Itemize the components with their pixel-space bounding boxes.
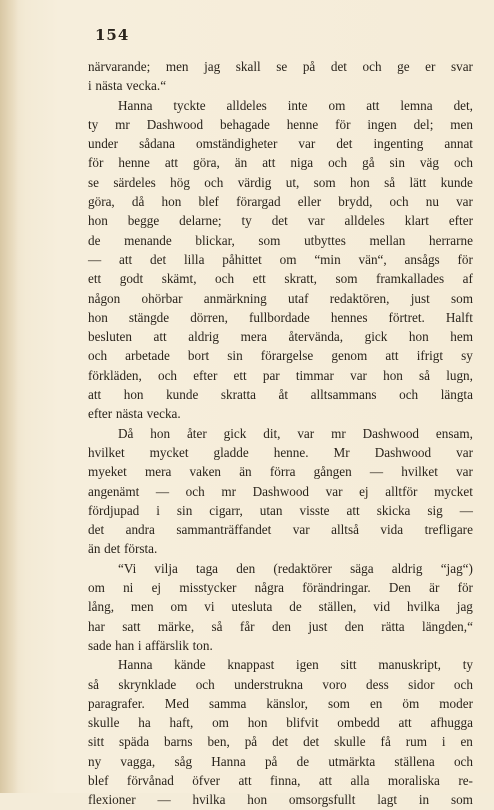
- text-line: för henne att göra, än att niga och gå sin väg och: [88, 155, 473, 171]
- paragraph: [88, 559, 473, 655]
- text-line: om ni ej misstycker några förändringar. Den är för: [88, 580, 473, 596]
- text-line: har satt märke, så får den just den rätta längden,“: [88, 618, 473, 634]
- text-line: och arbetade bort sin förargelse genom att ifrigt sy: [88, 348, 473, 364]
- text-line: ty mr Dashwood behagade henne för ingen del; men: [88, 116, 473, 132]
- text-line: i nästa vecka.“: [88, 78, 167, 94]
- text-line: hon stängde dörren, fullbordade hennes förtret. Halft: [88, 309, 473, 325]
- text-line: det andra sammanträffandet var alltså vida trefligare: [88, 522, 473, 538]
- text-line: — att det lilla påhittet om “min vän“, ansågs för: [88, 251, 473, 267]
- text-line: efter nästa vecka.: [88, 406, 181, 422]
- paragraph: [88, 96, 473, 424]
- text-line: att hon kunde skratta åt alltsammans och längta: [88, 387, 473, 403]
- text-line: se särdeles hög och värdig ut, som hon så lätt kunde: [88, 174, 473, 190]
- text-line: besluten att aldrig mera återvända, gick hon hem: [88, 329, 473, 345]
- text-line: paragrafer. Med samma känslor, som en öm moder: [88, 695, 473, 711]
- text-line: de menande blickar, som utbyttes mellan herrarne: [88, 232, 473, 248]
- paragraph: [88, 57, 473, 96]
- text-line: ett godt skämt, och ett skratt, som framkallades af: [88, 271, 473, 287]
- text-line: än det första.: [88, 541, 158, 557]
- text-line: myeket mera vaken än förra gången — hvilket var: [88, 464, 473, 480]
- text-line: fördjupad i sin cigarr, utan visste att skicka sig —: [88, 502, 473, 518]
- page-text: [88, 57, 473, 810]
- page-number: 154: [95, 26, 130, 44]
- text-line: hon begge delarne; ty det var alldeles klart efter: [88, 213, 473, 229]
- text-line: flexioner — hvilka hon omsorgsfullt lagt in som: [88, 792, 473, 808]
- text-line: förkläden, och efter ett par timmar var hon så lugn,: [88, 367, 473, 383]
- paragraph: [88, 655, 473, 809]
- text-line: skulle ha haft, om hon blifvit ombedd att afhugga: [88, 715, 473, 731]
- text-line: ny vagga, såg Hanna på de utmärkta ställena och: [88, 753, 473, 769]
- text-line: göra, då hon blef förargad eller brydd, och nu var: [88, 194, 473, 210]
- paragraph: [88, 424, 473, 559]
- text-line: Hanna tyckte alldeles inte om att lemna det,: [118, 97, 473, 113]
- text-line: hvilket mycket gladde henne. Mr Dashwood var: [88, 444, 473, 460]
- page-gutter: [0, 0, 18, 793]
- text-line: närvarande; men jag skall se på det och ge er svar: [88, 59, 473, 74]
- text-line: Hanna kände knappast igen sitt manuskript, ty: [118, 657, 473, 673]
- text-line: lång, men om vi utesluta de ställen, vid hvilka jag: [88, 599, 473, 615]
- text-line: Då hon åter gick dit, var mr Dashwood ensam,: [118, 425, 473, 441]
- text-line: sitt späda barns ben, på det det skulle få rum i en: [88, 734, 473, 750]
- text-line: “Vi vilja taga den (redaktörer säga aldrig “jag“): [118, 560, 473, 576]
- text-line: sade han i affärslik ton.: [88, 637, 213, 653]
- text-line: så skrynklade och understrukna voro dess sidor och: [88, 676, 473, 692]
- text-line: blef förvånad öfver att finna, att alla moraliska re-: [88, 772, 473, 788]
- text-line: någon ohörbar anmärkning utaf redaktören, just som: [88, 290, 473, 306]
- text-line: angenämt — och mr Dashwood var ej alltför mycket: [88, 483, 473, 499]
- text-line: under sådana omständigheter var det ingenting annat: [88, 136, 473, 152]
